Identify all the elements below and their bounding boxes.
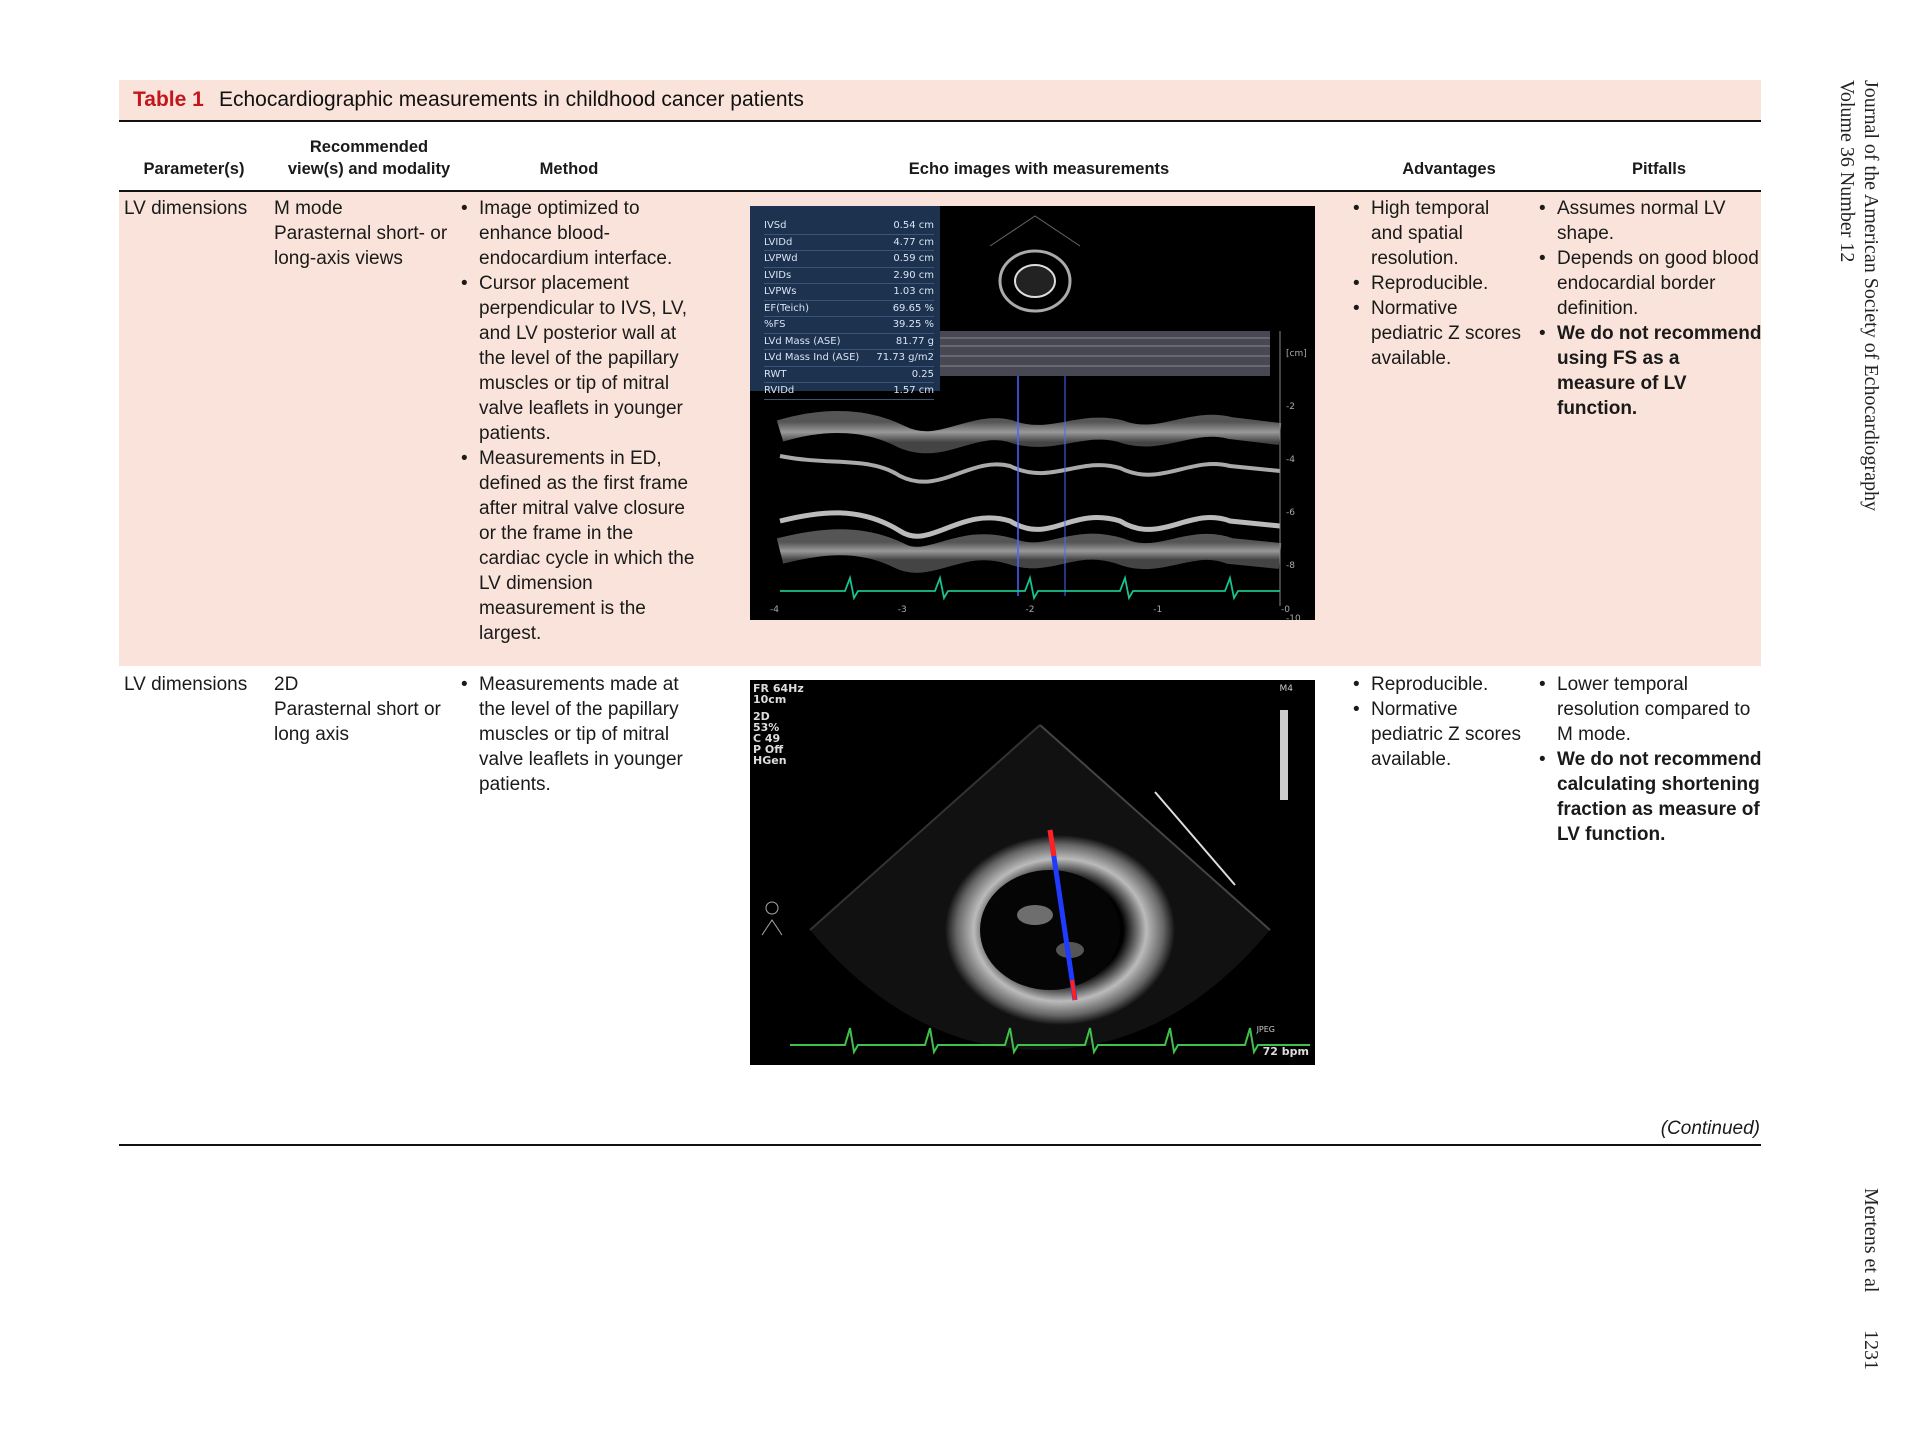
measurement-row xyxy=(764,383,934,400)
row2-advantages-list xyxy=(1351,672,1526,772)
table-header-row xyxy=(119,124,1761,194)
row2-parameter: LV dimensions xyxy=(124,674,248,695)
measurement-label: LVd Mass (ASE) xyxy=(764,335,841,347)
measurement-row xyxy=(764,350,934,367)
measurement-value: 2.90 cm xyxy=(893,269,934,281)
time-tick: -1 xyxy=(1153,605,1163,615)
measurement-label: LVd Mass Ind (ASE) xyxy=(764,352,860,363)
measurement-row xyxy=(764,367,934,384)
heart-rate-label: 72 bpm xyxy=(1262,1045,1309,1058)
row1-advantages-list xyxy=(1351,196,1526,371)
echo-settings xyxy=(753,683,804,766)
table-title-bar xyxy=(119,80,1761,122)
measurement-label: LVPWs xyxy=(764,286,797,297)
list-item xyxy=(1537,246,1762,321)
pitfall-text: Assumes normal LV shape. xyxy=(1557,198,1726,244)
row1-pitfalls-list xyxy=(1537,196,1762,421)
measurement-value: 39.25 % xyxy=(892,319,934,330)
measurement-readout xyxy=(764,218,934,400)
measurement-label: IVSd xyxy=(764,220,787,231)
depth-scale xyxy=(1286,328,1307,620)
table-label: Table 1 xyxy=(133,88,204,111)
row2-method-list xyxy=(459,672,699,797)
measurement-value: 4.77 cm xyxy=(893,236,934,248)
header-pitfalls: Pitfalls xyxy=(1631,160,1687,178)
list-item: • Reproducible. xyxy=(1351,672,1526,697)
list-item: • Normative pediatric Z scores available. xyxy=(1351,296,1526,371)
list-item: • Image optimized to enhance blood-endocardium interface. xyxy=(459,196,699,271)
time-tick: -4 xyxy=(770,605,779,615)
pitfall-text-bold: We do not recommend calculating shortening fraction as measure of LV function. xyxy=(1557,749,1762,845)
measurement-label: LVPWd xyxy=(764,253,798,264)
table-row xyxy=(119,668,1761,1088)
measurement-value: 81.77 g xyxy=(895,335,934,347)
pitfall-text-bold: We do not recommend using FS as a measure of LV function. xyxy=(1557,323,1762,419)
frame-rate-label: FR 64Hz xyxy=(753,682,804,695)
list-item: • Cursor placement perpendicular to IVS, LV, and LV posterior wall at the level of the papillary muscles or tip of mitral valve leaflets in younger patients. xyxy=(459,271,699,446)
depth-tick: -6 xyxy=(1286,508,1295,518)
list-item: • Measurements made at the level of the papillary muscles or tip of mitral valve leaflets in younger patients. xyxy=(459,672,699,797)
list-item: • High temporal and spatial resolution. xyxy=(1351,196,1526,271)
p-label: P Off xyxy=(753,743,784,756)
jpeg-label: JPEG xyxy=(1256,1025,1275,1034)
header-view-line2: view(s) and modality xyxy=(287,160,451,178)
time-scale xyxy=(770,605,1290,615)
measurement-value: 71.73 g/m2 xyxy=(876,352,934,363)
header-view-line1: Recommended xyxy=(309,138,429,156)
measurement-row xyxy=(764,218,934,235)
list-item xyxy=(1537,672,1762,747)
depth-tick: -4 xyxy=(1286,455,1295,465)
gen-label: HGen xyxy=(753,754,787,767)
measurement-label: LVIDs xyxy=(764,269,792,281)
continued-note: (Continued) xyxy=(1660,1118,1760,1139)
2d-echo-graphic xyxy=(750,680,1315,1065)
mmode-echo-image xyxy=(750,206,1315,620)
row2-modality: 2D xyxy=(274,674,299,695)
measurement-row xyxy=(764,235,934,252)
row2-view xyxy=(274,672,464,747)
2d-echo-image xyxy=(750,680,1315,1065)
pitfall-text: Depends on good blood endocardial border definition. xyxy=(1557,248,1759,319)
measurement-value: 69.65 % xyxy=(892,302,934,314)
row1-modality: M mode xyxy=(274,198,343,219)
list-item xyxy=(1537,196,1762,246)
list-item: • Reproducible. xyxy=(1351,271,1526,296)
measurement-row xyxy=(764,284,934,301)
table-row xyxy=(119,192,1761,666)
header-view xyxy=(269,136,469,180)
header-method: Method xyxy=(539,160,599,178)
measurement-label: RVIDd xyxy=(764,385,795,396)
time-tick: -0 xyxy=(1281,605,1290,615)
list-item: • Normative pediatric Z scores available. xyxy=(1351,697,1526,772)
table-bottom-rule xyxy=(119,1144,1761,1146)
list-item: • Measurements in ED, defined as the first frame after mitral valve closure or the frame in the cardiac cycle in which the LV dimension measurement is the largest. xyxy=(459,446,699,646)
probe-label: M4 xyxy=(1279,684,1293,694)
list-item xyxy=(1537,747,1762,847)
row1-method-list xyxy=(459,196,699,646)
measurement-row xyxy=(764,268,934,285)
time-tick: -3 xyxy=(897,605,907,615)
measurement-label: LVIDd xyxy=(764,236,793,248)
time-tick: -2 xyxy=(1025,605,1035,615)
running-head-author: Mertens et al xyxy=(1860,1188,1882,1293)
depth-tick: [cm] xyxy=(1286,349,1307,359)
header-advantages: Advantages xyxy=(1402,160,1496,178)
mode-label: 2D xyxy=(753,710,770,723)
measurement-value: 0.59 cm xyxy=(893,253,934,264)
row2-pitfalls-list xyxy=(1537,672,1762,847)
measurement-row xyxy=(764,334,934,351)
measurement-row xyxy=(764,251,934,268)
measurement-label: EF(Teich) xyxy=(764,302,810,314)
header-parameter: Parameter(s) xyxy=(143,160,245,178)
table-title: Echocardiographic measurements in childhood cancer patients xyxy=(219,88,804,111)
measurement-label: RWT xyxy=(764,368,787,380)
running-head-volume: Volume 36 Number 12 xyxy=(1836,80,1858,263)
depth-tick: -8 xyxy=(1286,561,1295,571)
measurement-value: 0.54 cm xyxy=(893,220,934,231)
depth-tick: -10 xyxy=(1286,614,1301,620)
header-echo: Echo images with measurements xyxy=(908,160,1170,178)
page-number: 1231 xyxy=(1860,1330,1882,1370)
measurement-value: 1.57 cm xyxy=(893,385,934,396)
row2-view-text: Parasternal short or long axis xyxy=(274,699,441,745)
row1-view xyxy=(274,196,464,271)
measurement-value: 0.25 xyxy=(911,368,934,380)
running-head-journal: Journal of the American Society of Echocardiography xyxy=(1860,80,1882,511)
pitfall-text: Lower temporal resolution compared to M mode. xyxy=(1557,674,1751,745)
depth-label: 10cm xyxy=(753,693,787,706)
c-label: C 49 xyxy=(753,732,781,745)
row1-parameter: LV dimensions xyxy=(124,198,248,219)
measurement-label: %FS xyxy=(764,319,786,330)
row1-view-text: Parasternal short- or long-axis views xyxy=(274,223,448,269)
measurement-row xyxy=(764,301,934,318)
depth-tick: -2 xyxy=(1286,402,1295,412)
list-item xyxy=(1537,321,1762,421)
measurement-value: 1.03 cm xyxy=(893,286,934,297)
gain-label: 53% xyxy=(753,721,780,734)
measurement-row xyxy=(764,317,934,334)
